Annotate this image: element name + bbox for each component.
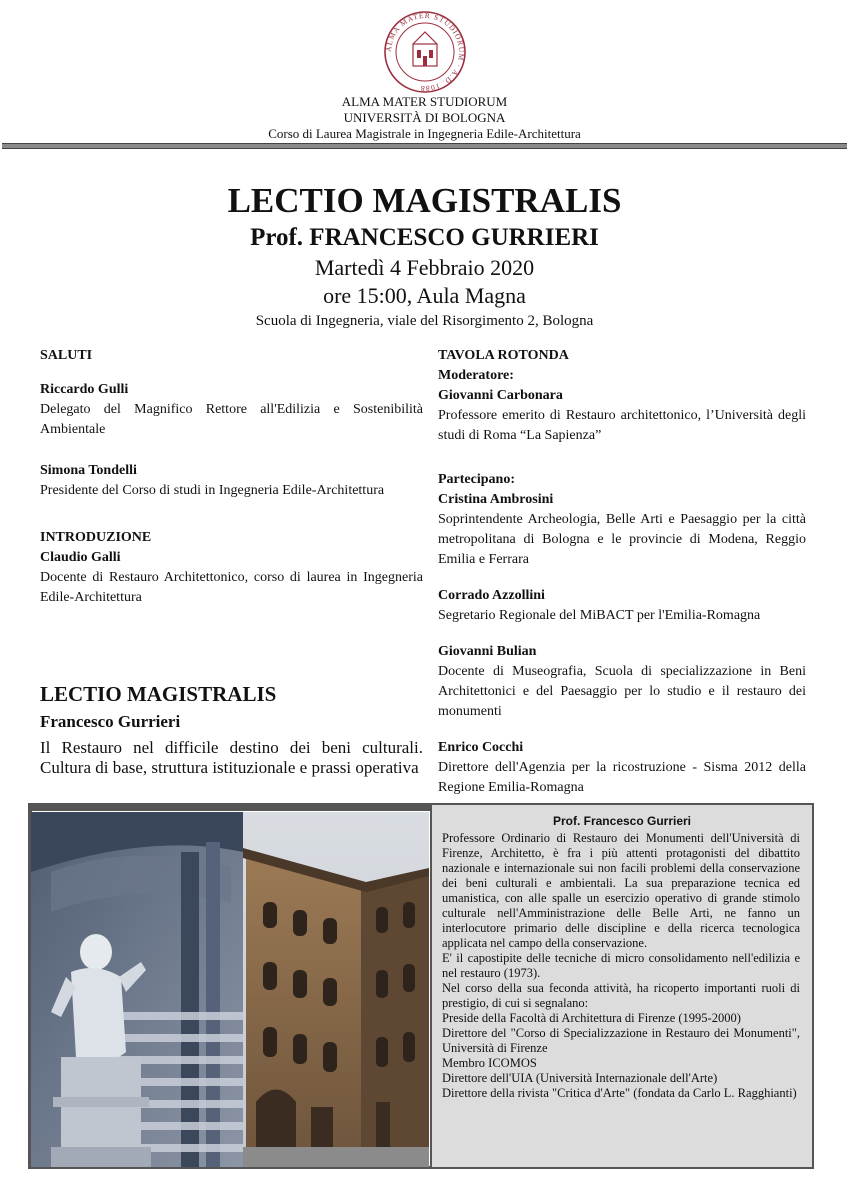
event-title: LECTIO MAGISTRALIS [227,181,622,220]
photo-frame-top [28,803,432,811]
intro-heading: INTRODUZIONE [40,530,152,545]
event-date: Martedì 4 Febbraio 2020 [314,255,535,280]
saluti-name-2: Simona Tondelli [40,463,137,478]
bio-role-2: Direttore del "Corso di Specializzazione in Restauro dei Monumenti", Università di Firenze [442,1026,800,1055]
bio-paragraph-1: Professore Ordinario di Restauro dei Monumenti dell'Università di Firenze, Architetto, è fra i più attenti protagonisti del dibattito nazionale e internazionale sui non facili problemi della conservazione dei beni culturali e ambientali. La sua preparazione tecnica ed umanistica, con alle spalle un esercizio operativo di grande stimolo culturale nell'Amministrazione delle Belle Arti, ne fanno un interlocutore primario delle discipline e della ricerca tecnologica applicata nel campo della conservazione. [442,831,800,950]
saluti-name-1: Riccardo Gulli [40,382,129,397]
bio-panel [430,803,814,1169]
left-column [40,346,423,608]
svg-text:ALMA MATER STUDIORUM · A.D. 10: ALMA MATER STUDIORUM · A.D. 1088 [383,10,467,94]
tavola-heading: TAVOLA ROTONDA [438,348,569,363]
bio-title: Prof. Francesco Gurrieri [552,814,692,828]
university-subname: UNIVERSITÀ DI BOLOGNA [343,110,506,125]
bio-role-3: Membro ICOMOS [442,1056,537,1070]
participant-name-4: Enrico Cocchi [438,740,524,755]
saluti-role-1: Delegato del Magnifico Rettore all'Edilizia e Sostenibilità Ambientale [40,402,423,437]
lectio-section [40,681,423,778]
university-seal-logo [383,10,467,94]
architecture-photo-collage [31,812,429,1167]
right-column [438,346,806,798]
lectio-speaker: Francesco Gurrieri [40,712,181,731]
university-name: ALMA MATER STUDIORUM [341,94,508,109]
intro-name: Claudio Galli [40,550,121,565]
bio-role-4: Direttore dell'UIA (Università Internazionale dell'Arte) [442,1071,718,1085]
intro-role: Docente di Restauro Architettonico, corso di laurea in Ingegneria Edile-Architettura [40,570,423,605]
saluti-role-2: Presidente del Corso di studi in Ingegneria Edile-Architettura [40,483,385,498]
header-divider [2,143,847,149]
bio-paragraph-3: Nel corso della sua feconda attività, ha ricoperto importanti ruoli di prestigio, di cui si segnalano: [442,981,800,1010]
event-speaker: Prof. FRANCESCO GURRIERI [250,224,599,251]
participant-name-3: Giovanni Bulian [438,644,537,659]
bio-role-5: Direttore della rivista "Critica d'Arte" (fondata da Carlo L. Ragghianti) [442,1086,797,1100]
bio-text [432,829,812,1101]
event-address: Scuola di Ingegneria, viale del Risorgimento 2, Bologna [255,313,594,329]
participant-role-2: Segretario Regionale del MiBACT per l'Emilia-Romagna [438,608,761,623]
participant-name-2: Corrado Azzollini [438,588,545,603]
lectio-topic: Il Restauro nel difficile destino dei beni culturali. Cultura di base, struttura istituzionale e prassi operativa [40,738,423,777]
bio-paragraph-2: E' il capostipite delle tecniche di micro consolidamento nell'edilizia e nel restauro (1973). [442,951,800,980]
moderatore-label: Moderatore: [438,368,514,383]
lectio-heading: LECTIO MAGISTRALIS [40,682,277,706]
participant-role-4: Direttore dell'Agenzia per la ricostruzione - Sisma 2012 della Regione Emilia-Romagna [438,760,806,795]
participant-role-1: Soprintendente Archeologia, Belle Arti e Paesaggio per la città metropolitana di Bologna e le provincie di Modena, Reggio Emilia e Ferrara [438,512,806,567]
event-time-place: ore 15:00, Aula Magna [323,283,526,308]
bio-role-1: Preside della Facoltà di Architettura di Firenze (1995-2000) [442,1011,741,1025]
moderatore-name: Giovanni Carbonara [438,388,563,403]
course-name: Corso di Laurea Magistrale in Ingegneria Edile-Architettura [268,126,581,141]
moderatore-role: Professore emerito di Restauro architettonico, l’Università degli studi di Roma “La Sapienza” [438,408,806,443]
partecipano-label: Partecipano: [438,472,515,487]
participant-role-3: Docente di Museografia, Scuola di specializzazione in Beni Architettonici e del Paesaggio per lo studio e il restauro dei monumenti [438,664,806,719]
saluti-heading: SALUTI [40,348,93,363]
participant-name-1: Cristina Ambrosini [438,492,554,507]
